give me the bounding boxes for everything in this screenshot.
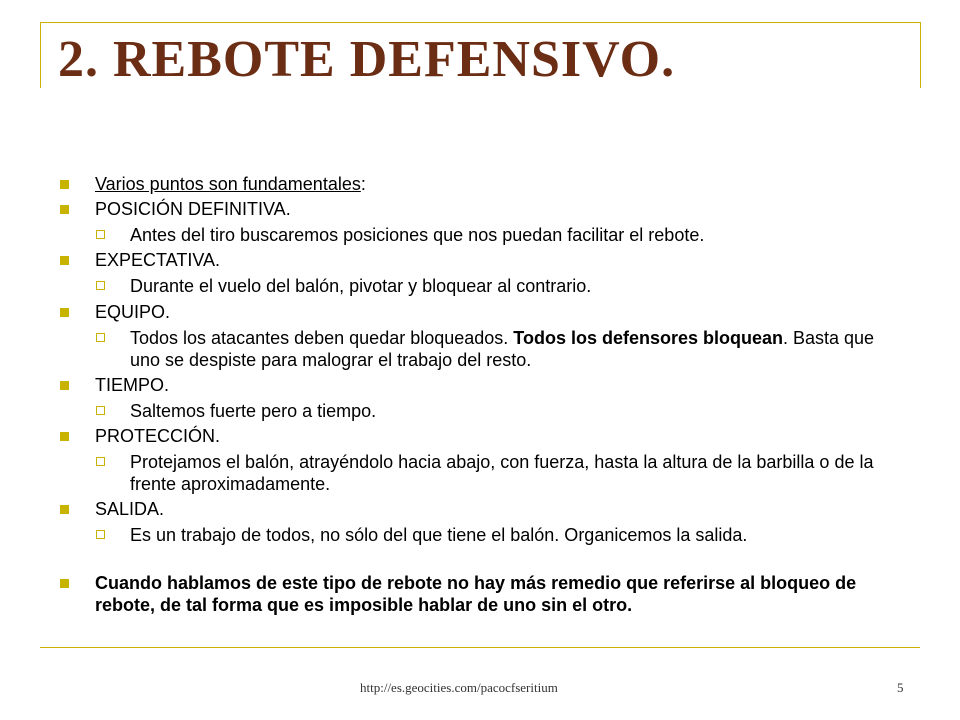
section-detail: Protejamos el balón, atrayéndolo hacia abajo, con fuerza, hasta la altura de la barbilla o de la frente aproximadamente.	[130, 452, 874, 494]
square-bullet-icon	[60, 579, 69, 588]
hollow-square-bullet-icon	[96, 406, 105, 415]
intro-colon: :	[360, 174, 366, 194]
intro-line	[95, 173, 366, 195]
section-heading: POSICIÓN DEFINITIVA.	[95, 199, 291, 219]
detail-text: . Basta que uno se despiste para malograr el trabajo del resto.	[130, 328, 875, 370]
section-heading: TIEMPO.	[95, 375, 170, 395]
hollow-square-bullet-icon	[96, 281, 105, 290]
square-bullet-icon	[60, 205, 69, 214]
square-bullet-icon	[60, 180, 69, 189]
hollow-square-bullet-icon	[96, 333, 105, 342]
square-bullet-icon	[60, 381, 69, 390]
section-heading: PROTECCIÓN.	[95, 426, 221, 446]
section-heading: SALIDA.	[95, 499, 165, 519]
footer-url: http://es.geocities.com/pacocfseritium	[360, 680, 558, 695]
intro-underlined-text: Varios puntos son fundamentales	[95, 174, 361, 194]
section-detail: Durante el vuelo del balón, pivotar y bloquear al contrario.	[130, 276, 592, 296]
detail-text: Todos los atacantes deben quedar bloqueados.	[130, 328, 514, 348]
top-border-line	[40, 22, 920, 23]
hollow-square-bullet-icon	[96, 457, 105, 466]
section-detail: Saltemos fuerte pero a tiempo.	[130, 401, 377, 421]
section-heading: EXPECTATIVA.	[95, 250, 221, 270]
detail-bold-text: Todos los defensores bloquean	[513, 328, 783, 348]
square-bullet-icon	[60, 256, 69, 265]
conclusion-text: Cuando hablamos de este tipo de rebote no hay más remedio que referirse al bloqueo de rebote, de tal forma que es imposible hablar de uno sin el otro.	[95, 573, 857, 615]
square-bullet-icon	[60, 432, 69, 441]
section-detail: Antes del tiro buscaremos posiciones que nos puedan facilitar el rebote.	[130, 225, 705, 245]
section-detail: Es un trabajo de todos, no sólo del que tiene el balón. Organicemos la salida.	[130, 525, 748, 545]
right-border-line	[920, 22, 921, 88]
section-heading: EQUIPO.	[95, 302, 171, 322]
footer-divider	[40, 647, 920, 648]
hollow-square-bullet-icon	[96, 530, 105, 539]
square-bullet-icon	[60, 308, 69, 317]
slide-title: 2. REBOTE DEFENSIVO.	[58, 31, 676, 88]
left-border-line	[40, 22, 41, 88]
page-number: 5	[897, 680, 904, 695]
hollow-square-bullet-icon	[96, 230, 105, 239]
section-detail	[130, 327, 890, 371]
square-bullet-icon	[60, 505, 69, 514]
